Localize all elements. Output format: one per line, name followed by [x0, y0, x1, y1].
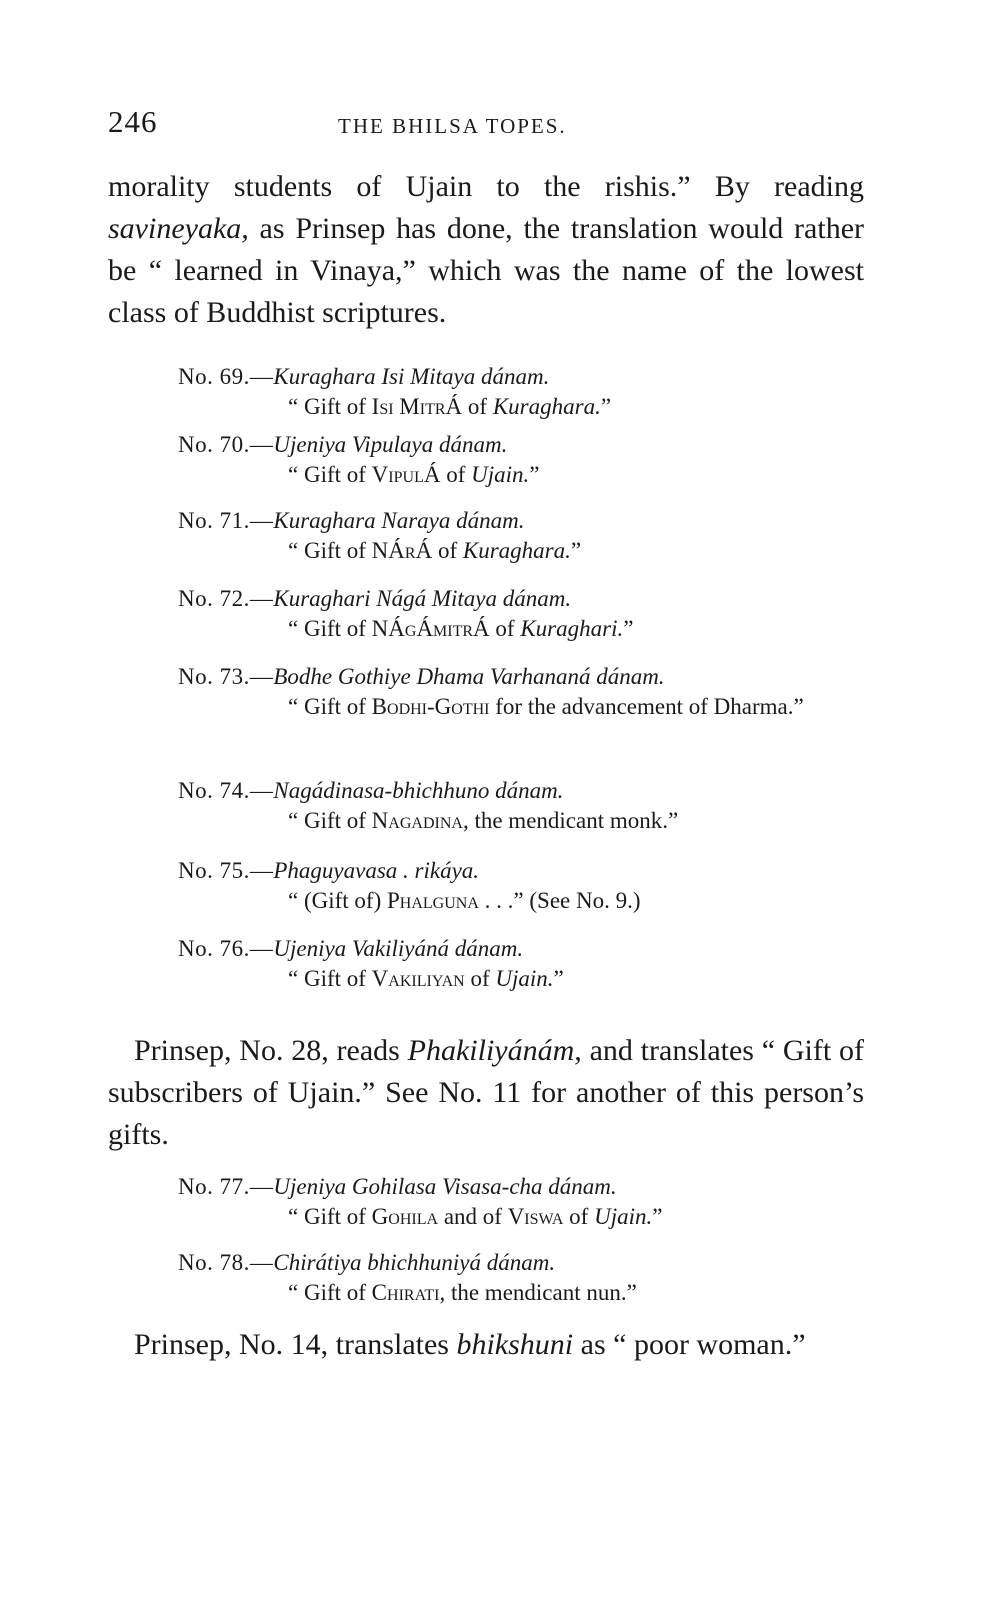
inscription-translation: “ Gift of Nagadina, the mendicant monk.”	[288, 808, 679, 833]
paragraph-italic: savineyaka,	[108, 212, 249, 245]
inscription-translation: “ Gift of Bodhi-Gothi for the advancement of Dharma.”	[288, 694, 804, 719]
inscription-translation: “ Gift of NÁrÁ of Kuraghara.”	[288, 538, 582, 563]
page-number: 246	[108, 104, 158, 139]
inscription-text: Chirátiya bhichhuniyá dánam.	[273, 1250, 556, 1275]
inscription-number: No. 71.—	[178, 508, 274, 533]
paragraph-italic: bhikshuni	[456, 1328, 574, 1361]
inscription-entry	[178, 430, 868, 490]
inscription-number: No. 72.—	[178, 586, 274, 611]
paragraph-italic: Phakiliyánám,	[407, 1034, 582, 1067]
inscription-entry	[178, 856, 868, 916]
person-name: Phalguna	[387, 888, 479, 913]
inscription-number: No. 76.—	[178, 936, 274, 961]
place-name: Ujain.	[594, 1204, 653, 1229]
inscription-translation: “ Gift of VipulÁ of Ujain.”	[288, 462, 540, 487]
inscription-number: No. 73.—	[178, 664, 274, 689]
inscription-entry	[178, 776, 868, 836]
paragraph-text: Prinsep, No. 14, translates	[134, 1328, 457, 1361]
person-name: Isi MitrÁ	[371, 394, 463, 419]
inscription-entry	[178, 934, 868, 994]
place-name: Ujain.	[471, 462, 530, 487]
inscription-translation: “ Gift of Vakiliyan of Ujain.”	[288, 966, 564, 991]
person-name: Viswa	[507, 1204, 564, 1229]
inscription-number: No. 78.—	[178, 1250, 274, 1275]
paragraph-1	[108, 166, 864, 334]
inscription-translation: “ (Gift of) Phalguna . . .” (See No. 9.)	[288, 888, 641, 913]
inscription-text: Ujeniya Gohilasa Visasa-cha dánam.	[273, 1174, 617, 1199]
inscription-text: Kuraghara Naraya dánam.	[273, 508, 525, 533]
person-name: Bodhi-Gothi	[371, 694, 490, 719]
paragraph-text: and translates “ Gift of subscribers of Ujain.” See No. 11 for another of this person’s gifts.	[108, 1034, 864, 1151]
inscription-entry	[178, 584, 868, 644]
running-title: THE BHILSA TOPES.	[338, 114, 567, 138]
inscription-translation: “ Gift of Gohila and of Viswa of Ujain.”	[288, 1204, 663, 1229]
paragraph-text: morality students of Ujain to the rishis.” By reading	[108, 170, 864, 203]
inscription-text: Bodhe Gothiye Dhama Varhananá dánam.	[273, 664, 665, 689]
inscription-number: No. 75.—	[178, 858, 274, 883]
paragraph-2	[108, 1030, 864, 1156]
place-name: Ujain.	[495, 966, 554, 991]
person-name: Nagadina,	[371, 808, 469, 833]
paragraph-text: Prinsep, No. 28, reads	[134, 1034, 408, 1067]
inscription-number: No. 69.—	[178, 364, 274, 389]
person-name: Gohila	[371, 1204, 439, 1229]
inscription-text: Ujeniya Vipulaya dánam.	[273, 432, 508, 457]
inscription-text: Kuraghari Nágá Mitaya dánam.	[273, 586, 572, 611]
inscription-number: No. 74.—	[178, 778, 274, 803]
inscription-translation: “ Gift of NÁgÁmitrÁ of Kuraghari.”	[288, 616, 634, 641]
inscription-number: No. 77.—	[178, 1174, 274, 1199]
inscription-text: Phaguyavasa . rikáya.	[273, 858, 480, 883]
inscription-entry	[178, 1172, 868, 1232]
inscription-translation: “ Gift of Isi MitrÁ of Kuraghara.”	[288, 394, 612, 419]
person-name: NÁrÁ	[371, 538, 433, 563]
running-head	[108, 104, 868, 144]
inscription-entry	[178, 362, 868, 422]
place-name: Kuraghara.	[492, 394, 601, 419]
person-name: Vakiliyan	[371, 966, 465, 991]
person-name: NÁgÁmitrÁ	[371, 616, 490, 641]
inscription-number: No. 70.—	[178, 432, 274, 457]
place-name: Kuraghari.	[520, 616, 624, 641]
inscription-text: Nagádinasa-bhichhuno dánam.	[273, 778, 564, 803]
inscription-text: Ujeniya Vakiliyáná dánam.	[273, 936, 524, 961]
inscription-translation: “ Gift of Chirati, the mendicant nun.”	[288, 1280, 637, 1305]
paragraph-3	[108, 1324, 864, 1366]
paragraph-text: as “ poor woman.”	[573, 1328, 806, 1361]
inscription-entry	[178, 506, 868, 566]
inscription-entry	[178, 1248, 868, 1308]
person-name: VipulÁ	[371, 462, 441, 487]
inscription-entry	[178, 662, 868, 722]
paragraph-text: as Prinsep has done, the translation would rather be “ learned in Vinaya,” which was the name of the lowest class of Buddhist scriptures.	[108, 212, 864, 329]
place-name: Kuraghara.	[462, 538, 571, 563]
person-name: Chirati,	[371, 1280, 446, 1305]
inscription-text: Kuraghara Isi Mitaya dánam.	[273, 364, 550, 389]
